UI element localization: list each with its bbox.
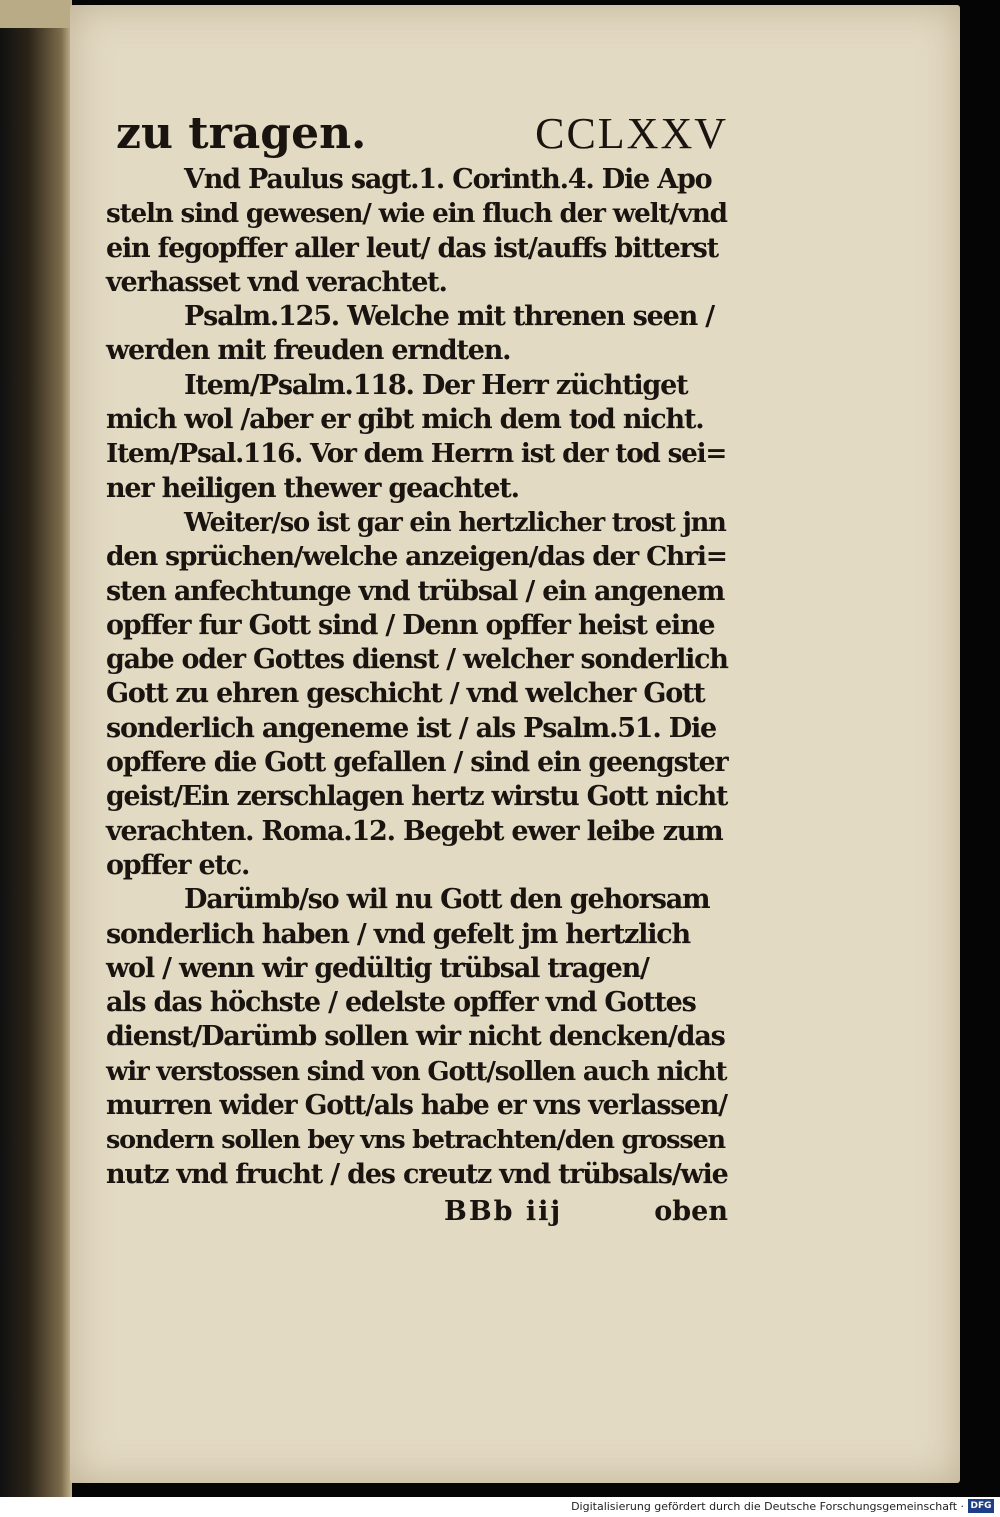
text-line: verhasset vnd verachtet. [106, 266, 447, 298]
text-line: opffer fur Gott sind / Denn opffer heist eine [106, 609, 715, 641]
text-line: wol / wenn wir gedültig trübsal tragen/ [106, 952, 649, 984]
text-line: sondern sollen bey vns betrachten/den grossen [106, 1125, 725, 1156]
text-line: opffer etc. [106, 849, 250, 881]
text-line: Item/Psalm.118. Der Herr züchtiget [184, 369, 688, 401]
text-line: gabe oder Gottes dienst / welcher sonderlich [106, 644, 728, 676]
text-line: murren wider Gott/als habe er vns verlassen/ [106, 1090, 727, 1122]
text-line: steln sind gewesen/ wie ein fluch der welt/vnd [106, 198, 727, 230]
text-line: mich wol /aber er gibt mich dem tod nicht. [106, 404, 704, 436]
funding-credit: Digitalisierung gefördert durch die Deutsche Forschungsgemeinschaft · [571, 1500, 964, 1513]
text-line: Psalm.125. Welche mit threnen seen / [184, 301, 714, 333]
text-line: ein fegopffer aller leut/ das ist/auffs bitterst [106, 232, 718, 264]
text-line: sonderlich haben / vnd gefelt jm hertzlich [106, 918, 690, 950]
text-line: als das höchste / edelste opffer vnd Gottes [106, 987, 696, 1019]
book-spine [0, 0, 72, 1497]
text-line: den sprüchen/welche anzeigen/das der Chri= [106, 541, 727, 573]
text-line: sonderlich angeneme ist / als Psalm.51. Die [106, 712, 717, 744]
book-page [70, 5, 960, 1483]
signature-line [106, 1192, 728, 1232]
text-lines [106, 163, 728, 1192]
text-line: opffere die Gott gefallen / sind ein geengster [106, 747, 728, 779]
catchword: oben [654, 1195, 728, 1227]
running-head-left: zu tragen. [116, 108, 367, 159]
text-line: verachten. Roma.12. Begebt ewer leibe zum [106, 815, 723, 847]
binding-tab [0, 0, 70, 28]
text-line: ner heiligen thewer geachtet. [106, 472, 519, 504]
text-line: nutz vnd frucht / des creutz vnd trübsals/wie [106, 1158, 728, 1190]
text-line: dienst/Darümb sollen wir nicht dencken/das [106, 1021, 725, 1053]
text-line: geist/Ein zerschlagen hertz wirstu Gott nicht [106, 781, 728, 813]
folio-number: CCLXXV [535, 109, 728, 158]
text-line: Weiter/so ist gar ein hertzlicher trost jnn [184, 507, 726, 538]
text-line: Darümb/so wil nu Gott den gehorsam [184, 884, 710, 916]
text-line: wir verstossen sind von Gott/sollen auch nicht [106, 1056, 727, 1087]
running-head [106, 105, 728, 163]
text-line: Item/Psal.116. Vor dem Herrn ist der tod sei= [106, 438, 727, 470]
text-line: Vnd Paulus sagt.1. Corinth.4. Die Apo [184, 164, 712, 195]
text-block [106, 105, 728, 1232]
dfg-logo: DFG [968, 1499, 994, 1513]
text-line: werden mit freuden erndten. [106, 335, 511, 367]
text-line: Gott zu ehren geschicht / vnd welcher Gott [106, 678, 705, 710]
text-line: sten anfechtunge vnd trübsal / ein angenem [106, 575, 725, 607]
signature-mark: BBb iij [444, 1195, 563, 1227]
